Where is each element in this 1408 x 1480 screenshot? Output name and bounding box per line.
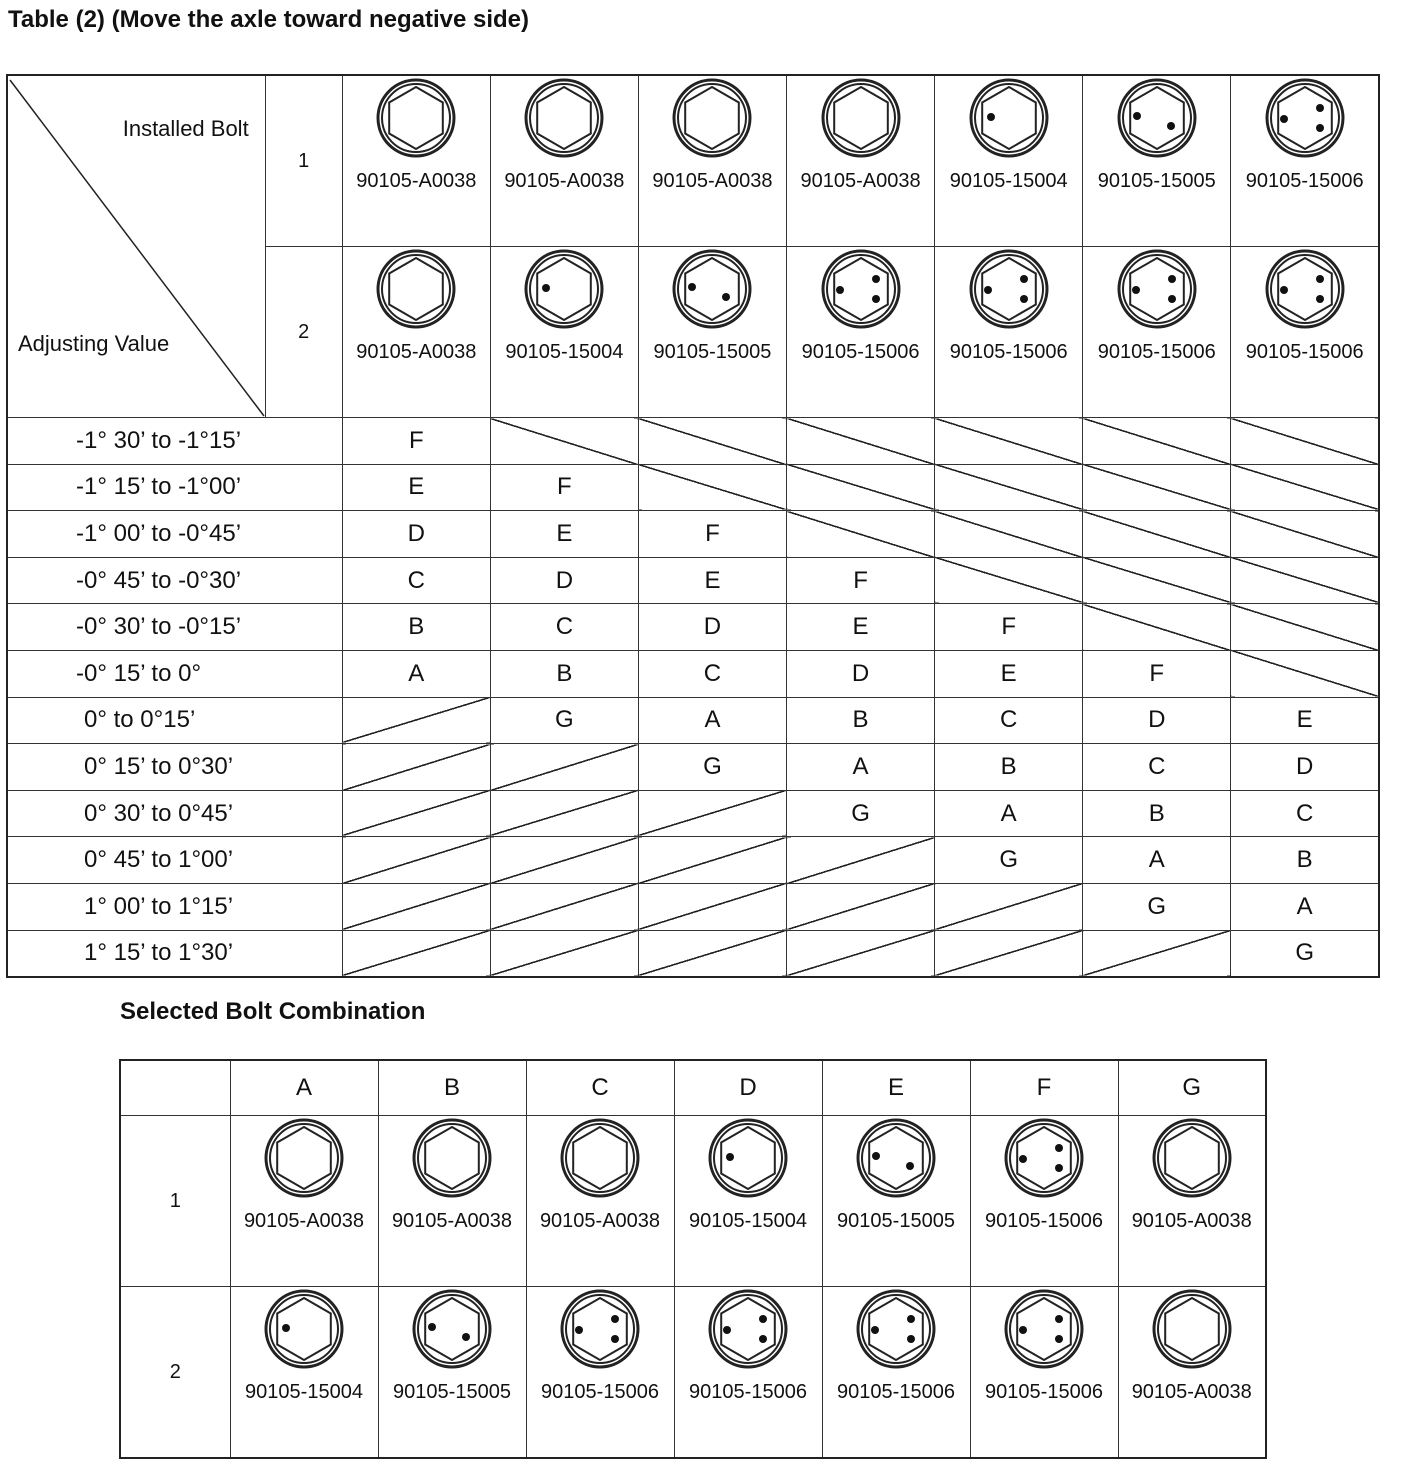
not-applicable-cell <box>1231 418 1379 465</box>
combination-letter: B <box>935 744 1083 791</box>
bolt-cell <box>1231 247 1379 418</box>
adjusting-range-label: -1° 30’ to -1°15’ <box>7 418 342 465</box>
not-applicable-cell <box>490 744 638 791</box>
not-applicable-cell <box>1231 511 1379 558</box>
adjusting-value-row <box>7 697 1379 744</box>
hex-bolt-head-icon <box>374 76 458 160</box>
punch-mark-dot <box>1168 275 1176 283</box>
combination-letter: B <box>342 604 490 651</box>
combination-column-header: D <box>674 1060 822 1116</box>
part-number: 90105-A0038 <box>504 170 625 192</box>
combination-letter: A <box>1083 837 1231 884</box>
part-number: 90105-15004 <box>245 1381 363 1403</box>
part-number: 90105-15006 <box>1245 341 1364 363</box>
punch-mark-dot <box>722 293 730 301</box>
combination-letter: E <box>342 464 490 511</box>
combination-letter: A <box>638 697 786 744</box>
not-applicable-cell <box>935 557 1083 604</box>
hex-bolt-head-icon <box>522 76 606 160</box>
combination-letter: C <box>1083 744 1231 791</box>
bolt-cell <box>230 1116 378 1287</box>
bolt-cell <box>378 1287 526 1459</box>
adjusting-value-row <box>7 790 1379 837</box>
part-number: 90105-15005 <box>393 1381 511 1403</box>
punch-mark-dot <box>282 1324 290 1332</box>
adjusting-range-label: 0° 45’ to 1°00’ <box>7 837 342 884</box>
not-applicable-cell <box>935 930 1083 977</box>
part-number: 90105-A0038 <box>243 1210 365 1232</box>
part-number: 90105-A0038 <box>800 170 921 192</box>
combination-letter: E <box>490 511 638 558</box>
not-applicable-cell <box>1083 464 1231 511</box>
punch-mark-dot <box>1280 286 1288 294</box>
combination-letter: D <box>490 557 638 604</box>
punch-mark-dot <box>984 286 992 294</box>
hex-bolt-head-icon <box>854 1116 938 1200</box>
part-number: 90105-15006 <box>949 341 1068 363</box>
punch-mark-dot <box>723 1326 731 1334</box>
punch-mark-dot <box>542 284 550 292</box>
punch-mark-dot <box>872 1152 880 1160</box>
not-applicable-cell <box>638 930 786 977</box>
bolt-figure <box>491 247 638 417</box>
combination-letter: C <box>1231 790 1379 837</box>
bolt-cell <box>674 1287 822 1459</box>
part-number: 90105-15006 <box>1097 341 1216 363</box>
not-applicable-cell <box>638 790 786 837</box>
not-applicable-cell <box>638 837 786 884</box>
hex-bolt-head-icon <box>967 247 1051 331</box>
part-number: 90105-15004 <box>949 170 1068 192</box>
bolt-figure <box>639 76 786 246</box>
combination-letter: E <box>787 604 935 651</box>
hex-bolt-head-icon <box>706 1287 790 1371</box>
combination-letter: B <box>1083 790 1231 837</box>
hex-bolt-head-icon <box>262 1116 346 1200</box>
corner-header <box>7 75 265 418</box>
bolt-cell <box>1083 75 1231 247</box>
punch-mark-dot <box>1019 1155 1027 1163</box>
bolt-cell <box>526 1287 674 1459</box>
punch-mark-dot <box>872 275 880 283</box>
combination-letter: G <box>1083 883 1231 930</box>
combination-letter: D <box>638 604 786 651</box>
not-applicable-cell <box>490 930 638 977</box>
part-number: 90105-15004 <box>505 341 624 363</box>
selected-bolt-table <box>119 1059 1267 1459</box>
bolt-figure <box>935 76 1082 246</box>
punch-mark-dot <box>872 295 880 303</box>
bolt-cell <box>342 75 490 247</box>
punch-mark-dot <box>1020 295 1028 303</box>
combination-letter: D <box>342 511 490 558</box>
not-applicable-cell <box>638 883 786 930</box>
bolt-figure <box>675 1116 822 1286</box>
bolt-cell <box>970 1287 1118 1459</box>
punch-mark-dot <box>1316 104 1324 112</box>
bolt-cell <box>342 247 490 418</box>
not-applicable-cell <box>935 883 1083 930</box>
not-applicable-cell <box>1231 557 1379 604</box>
not-applicable-cell <box>787 511 935 558</box>
adjusting-range-label: -0° 30’ to -0°15’ <box>7 604 342 651</box>
part-number: 90105-A0038 <box>1131 1210 1252 1232</box>
bolt-cell <box>822 1116 970 1287</box>
bolt-figure <box>971 1116 1118 1286</box>
combination-letter: G <box>490 697 638 744</box>
combination-letter: E <box>1231 697 1379 744</box>
not-applicable-cell <box>490 883 638 930</box>
punch-mark-dot <box>907 1335 915 1343</box>
bolt-figure <box>787 76 934 246</box>
not-applicable-cell <box>638 418 786 465</box>
not-applicable-cell <box>1231 650 1379 697</box>
bolt-figure <box>379 1287 526 1457</box>
punch-mark-dot <box>1055 1164 1063 1172</box>
bolt-figure <box>231 1287 378 1457</box>
bolt-cell <box>935 75 1083 247</box>
not-applicable-cell <box>787 418 935 465</box>
bolt-figure <box>787 247 934 417</box>
selected-bolt-combination-title: Selected Bolt Combination <box>120 998 426 1025</box>
punch-mark-dot <box>1055 1144 1063 1152</box>
not-applicable-cell <box>1083 418 1231 465</box>
hex-bolt-head-icon <box>1115 76 1199 160</box>
adjusting-range-label: 0° to 0°15’ <box>7 697 342 744</box>
combination-letter: G <box>638 744 786 791</box>
combination-letter: C <box>638 650 786 697</box>
combination-letter: F <box>638 511 786 558</box>
not-applicable-cell <box>935 418 1083 465</box>
part-number: 90105-A0038 <box>356 170 477 192</box>
bolt-figure <box>527 1287 674 1457</box>
not-applicable-cell <box>1231 604 1379 651</box>
not-applicable-cell <box>1083 930 1231 977</box>
hex-bolt-head-icon <box>374 247 458 331</box>
punch-mark-dot <box>836 286 844 294</box>
adjusting-value-row <box>7 744 1379 791</box>
bolt-cell <box>787 75 935 247</box>
punch-mark-dot <box>1019 1326 1027 1334</box>
hex-bolt-head-icon <box>558 1287 642 1371</box>
part-number: 90105-15005 <box>1097 170 1216 192</box>
part-number: 90105-15004 <box>689 1210 807 1232</box>
selected-bolt-row <box>120 1116 1266 1287</box>
combination-letter: A <box>342 650 490 697</box>
not-applicable-cell <box>490 790 638 837</box>
hex-bolt-head-icon <box>1150 1116 1234 1200</box>
adjusting-range-label: -1° 00’ to -0°45’ <box>7 511 342 558</box>
punch-mark-dot <box>575 1326 583 1334</box>
not-applicable-cell <box>1231 464 1379 511</box>
punch-mark-dot <box>688 283 696 291</box>
combination-letter: A <box>787 744 935 791</box>
bolt-cell <box>378 1116 526 1287</box>
combination-column-header: F <box>970 1060 1118 1116</box>
combination-column-header: A <box>230 1060 378 1116</box>
combination-letter: B <box>490 650 638 697</box>
punch-mark-dot <box>1316 295 1324 303</box>
hex-bolt-head-icon <box>819 247 903 331</box>
part-number: 90105-A0038 <box>1131 1381 1252 1403</box>
punch-mark-dot <box>759 1315 767 1323</box>
not-applicable-cell <box>787 930 935 977</box>
combination-letter: F <box>1083 650 1231 697</box>
adjusting-value-row <box>7 557 1379 604</box>
bolt-row-number: 2 <box>120 1287 230 1459</box>
bolt-figure <box>1083 247 1230 417</box>
combination-letter: C <box>935 697 1083 744</box>
punch-mark-dot <box>611 1335 619 1343</box>
not-applicable-cell <box>342 837 490 884</box>
combination-letter: D <box>787 650 935 697</box>
part-number: 90105-15006 <box>985 1381 1103 1403</box>
bolt-figure <box>1119 1116 1266 1286</box>
bolt-figure <box>675 1287 822 1457</box>
not-applicable-cell <box>1083 511 1231 558</box>
bolt-figure <box>231 1116 378 1286</box>
not-applicable-cell <box>638 464 786 511</box>
punch-mark-dot <box>611 1315 619 1323</box>
punch-mark-dot <box>1020 275 1028 283</box>
punch-mark-dot <box>1132 286 1140 294</box>
part-number: 90105-15006 <box>801 341 920 363</box>
installed-bolt-label: Installed Bolt <box>122 116 249 141</box>
not-applicable-cell <box>490 418 638 465</box>
combination-letter: A <box>935 790 1083 837</box>
not-applicable-cell <box>490 837 638 884</box>
bolt-figure <box>1231 247 1378 417</box>
combination-column-header: B <box>378 1060 526 1116</box>
hex-bolt-head-icon <box>410 1116 494 1200</box>
hex-bolt-head-icon <box>1002 1116 1086 1200</box>
not-applicable-cell <box>787 837 935 884</box>
punch-mark-dot <box>1280 115 1288 123</box>
adjusting-range-label: 0° 15’ to 0°30’ <box>7 744 342 791</box>
hex-bolt-head-icon <box>1115 247 1199 331</box>
bolt-cell <box>674 1116 822 1287</box>
part-number: 90105-A0038 <box>356 341 477 363</box>
bolt-cell <box>638 247 786 418</box>
hex-bolt-head-icon <box>1150 1287 1234 1371</box>
combination-letter: C <box>342 557 490 604</box>
combination-column-header: C <box>526 1060 674 1116</box>
combination-letter: B <box>1231 837 1379 884</box>
bolt-figure <box>1083 76 1230 246</box>
not-applicable-cell <box>342 790 490 837</box>
bolt-cell <box>1118 1116 1266 1287</box>
not-applicable-cell <box>342 930 490 977</box>
hex-bolt-head-icon <box>670 76 754 160</box>
part-number: 90105-15006 <box>985 1210 1103 1232</box>
bolt-cell <box>970 1116 1118 1287</box>
hex-bolt-head-icon <box>262 1287 346 1371</box>
not-applicable-cell <box>342 697 490 744</box>
bolt-row-number: 1 <box>120 1116 230 1287</box>
bolt-cell <box>822 1287 970 1459</box>
adjusting-value-label: Adjusting Value <box>18 331 170 356</box>
bolt-cell <box>935 247 1083 418</box>
not-applicable-cell <box>787 464 935 511</box>
bolt-cell <box>1083 247 1231 418</box>
empty-header-cell <box>120 1060 230 1116</box>
adjusting-range-label: 0° 30’ to 0°45’ <box>7 790 342 837</box>
part-number: 90105-15005 <box>653 341 772 363</box>
punch-mark-dot <box>759 1335 767 1343</box>
hex-bolt-head-icon <box>558 1116 642 1200</box>
combination-letter: F <box>935 604 1083 651</box>
combination-letter: E <box>638 557 786 604</box>
combination-letter: G <box>1231 930 1379 977</box>
table-title: Table (2) (Move the axle toward negative side) <box>8 6 530 33</box>
combination-letter: F <box>342 418 490 465</box>
hex-bolt-head-icon <box>522 247 606 331</box>
punch-mark-dot <box>1316 124 1324 132</box>
installed-bolt-row <box>7 75 1379 247</box>
not-applicable-cell <box>935 464 1083 511</box>
bolt-row-number: 1 <box>265 75 342 247</box>
bolt-figure <box>1119 1287 1266 1457</box>
bolt-cell <box>1118 1287 1266 1459</box>
bolt-figure <box>971 1287 1118 1457</box>
adjusting-range-label: 1° 00’ to 1°15’ <box>7 883 342 930</box>
bolt-figure <box>935 247 1082 417</box>
bolt-figure <box>823 1116 970 1286</box>
bolt-figure <box>491 76 638 246</box>
punch-mark-dot <box>1055 1315 1063 1323</box>
punch-mark-dot <box>462 1333 470 1341</box>
adjusting-value-row <box>7 604 1379 651</box>
adjusting-range-label: -0° 15’ to 0° <box>7 650 342 697</box>
punch-mark-dot <box>1316 275 1324 283</box>
bolt-figure <box>527 1116 674 1286</box>
combination-letter: F <box>787 557 935 604</box>
part-number: 90105-15006 <box>837 1381 955 1403</box>
part-number: 90105-15005 <box>837 1210 955 1232</box>
adjusting-value-row <box>7 650 1379 697</box>
combination-letter: G <box>935 837 1083 884</box>
punch-mark-dot <box>726 1153 734 1161</box>
bolt-figure <box>1231 76 1378 246</box>
punch-mark-dot <box>907 1315 915 1323</box>
adjusting-value-row <box>7 883 1379 930</box>
punch-mark-dot <box>428 1323 436 1331</box>
combination-header-row <box>120 1060 1266 1116</box>
not-applicable-cell <box>1083 557 1231 604</box>
hex-bolt-head-icon <box>670 247 754 331</box>
combination-letter: C <box>490 604 638 651</box>
adjusting-range-label: -1° 15’ to -1°00’ <box>7 464 342 511</box>
not-applicable-cell <box>342 883 490 930</box>
bolt-cell <box>490 247 638 418</box>
not-applicable-cell <box>787 883 935 930</box>
bolt-figure <box>823 1287 970 1457</box>
combination-letter: A <box>1231 883 1379 930</box>
bolt-cell <box>490 75 638 247</box>
adjusting-value-row <box>7 511 1379 558</box>
adjusting-value-row <box>7 837 1379 884</box>
bolt-figure <box>343 76 490 246</box>
adjusting-value-row <box>7 418 1379 465</box>
bolt-figure <box>343 247 490 417</box>
part-number: 90105-15006 <box>689 1381 807 1403</box>
combination-letter: D <box>1231 744 1379 791</box>
adjusting-value-row <box>7 930 1379 977</box>
combination-letter: G <box>787 790 935 837</box>
adjusting-value-row <box>7 464 1379 511</box>
combination-letter: F <box>490 464 638 511</box>
punch-mark-dot <box>1167 122 1175 130</box>
punch-mark-dot <box>1168 295 1176 303</box>
part-number: 90105-15006 <box>541 1381 659 1403</box>
adjustment-table <box>6 74 1380 978</box>
selected-bolt-row <box>120 1287 1266 1459</box>
not-applicable-cell <box>935 511 1083 558</box>
punch-mark-dot <box>906 1162 914 1170</box>
bolt-cell <box>526 1116 674 1287</box>
hex-bolt-head-icon <box>967 76 1051 160</box>
combination-column-header: E <box>822 1060 970 1116</box>
hex-bolt-head-icon <box>854 1287 938 1371</box>
punch-mark-dot <box>1055 1335 1063 1343</box>
bolt-cell <box>638 75 786 247</box>
combination-column-header: G <box>1118 1060 1266 1116</box>
bolt-row-number: 2 <box>265 247 342 418</box>
not-applicable-cell <box>1083 604 1231 651</box>
part-number: 90105-15006 <box>1245 170 1364 192</box>
part-number: 90105-A0038 <box>539 1210 661 1232</box>
bolt-cell <box>1231 75 1379 247</box>
hex-bolt-head-icon <box>410 1287 494 1371</box>
bolt-figure <box>379 1116 526 1286</box>
punch-mark-dot <box>987 113 995 121</box>
combination-letter: B <box>787 697 935 744</box>
part-number: 90105-A0038 <box>391 1210 513 1232</box>
bolt-figure <box>639 247 786 417</box>
hex-bolt-head-icon <box>1263 76 1347 160</box>
hex-bolt-head-icon <box>1002 1287 1086 1371</box>
not-applicable-cell <box>342 744 490 791</box>
hex-bolt-head-icon <box>706 1116 790 1200</box>
adjusting-range-label: -0° 45’ to -0°30’ <box>7 557 342 604</box>
combination-letter: D <box>1083 697 1231 744</box>
punch-mark-dot <box>871 1326 879 1334</box>
hex-bolt-head-icon <box>819 76 903 160</box>
punch-mark-dot <box>1133 112 1141 120</box>
hex-bolt-head-icon <box>1263 247 1347 331</box>
part-number: 90105-A0038 <box>652 170 773 192</box>
adjusting-range-label: 1° 15’ to 1°30’ <box>7 930 342 977</box>
bolt-cell <box>787 247 935 418</box>
bolt-cell <box>230 1287 378 1459</box>
combination-letter: E <box>935 650 1083 697</box>
